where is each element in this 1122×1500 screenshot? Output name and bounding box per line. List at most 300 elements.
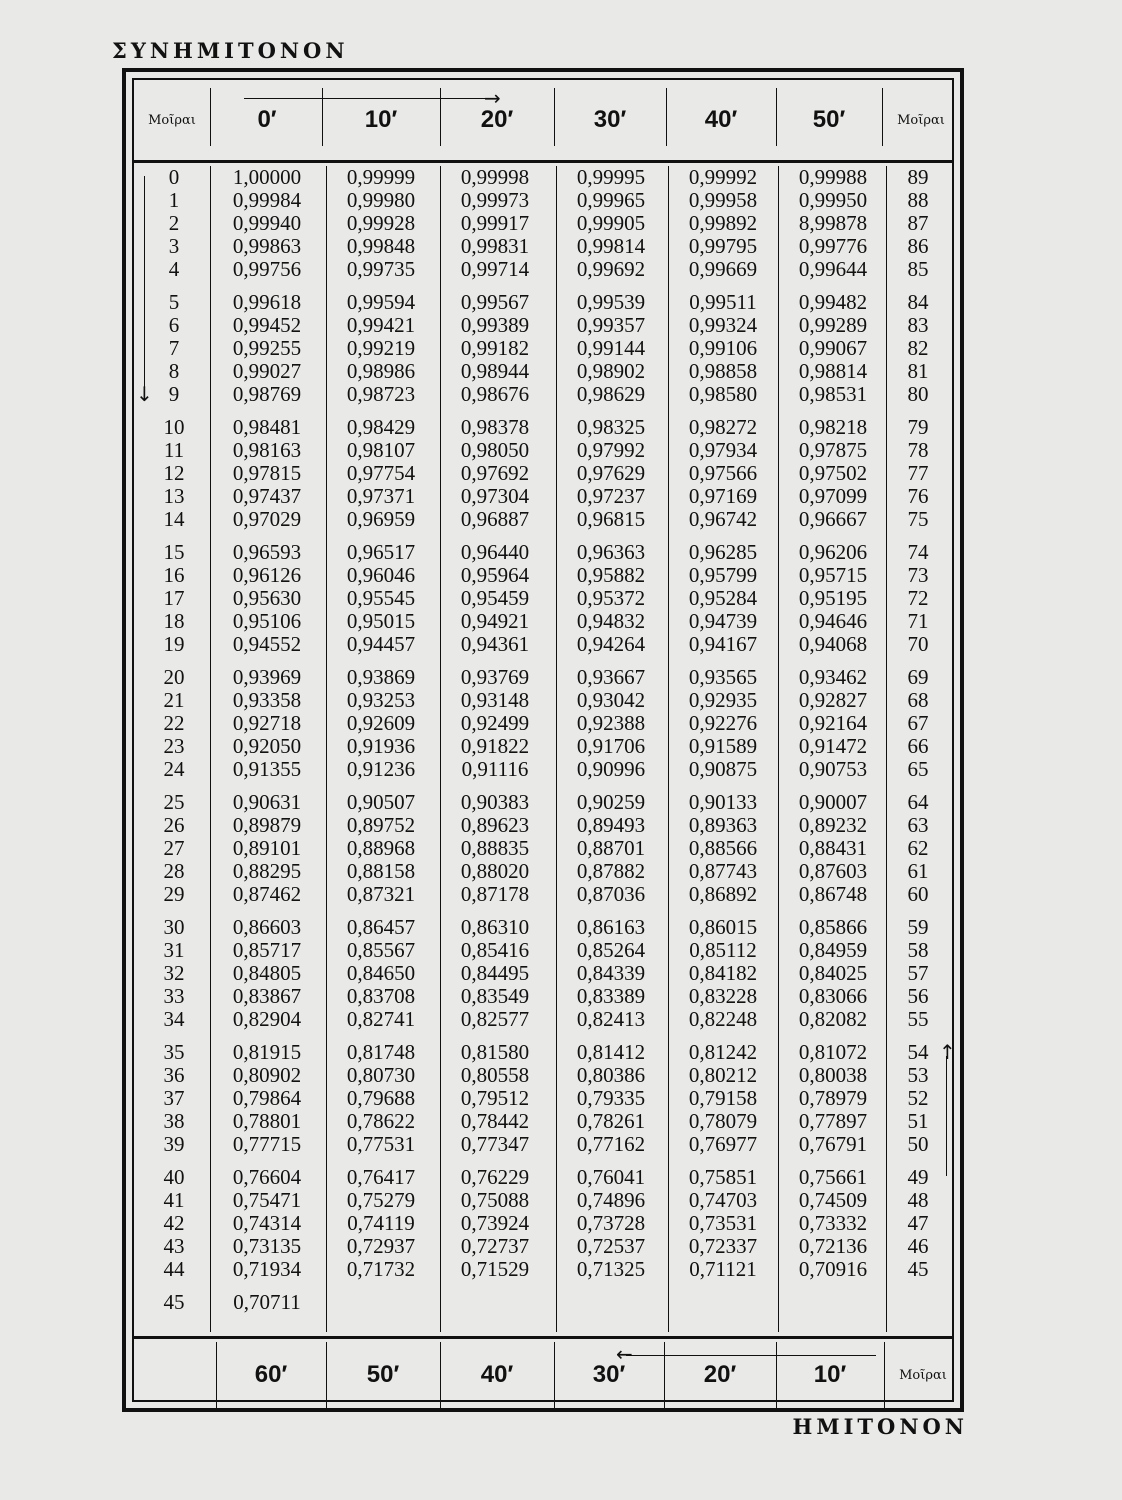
row-degree: 20 [163, 665, 185, 689]
row-complement-degree: 60 [907, 882, 929, 906]
footer-col-50: 50′ [366, 1361, 400, 1388]
row-degree: 37 [163, 1086, 185, 1110]
table-inner [132, 78, 954, 1402]
table-cell: 0,75851 [688, 1165, 758, 1189]
table-cell: 0,99714 [460, 257, 530, 281]
table-cell: 0,99814 [576, 234, 646, 258]
table-cell: 0,84495 [460, 961, 530, 985]
row-degree: 11 [163, 438, 185, 462]
table-cell: 0,91936 [346, 734, 416, 758]
header-col-30: 30′ [593, 106, 627, 133]
table-cell: 0,98429 [346, 415, 416, 439]
table-cell: 0,88968 [346, 836, 416, 860]
table-cell: 0,83708 [346, 984, 416, 1008]
table-cell: 0,78079 [688, 1109, 758, 1133]
table-cell: 0,75088 [460, 1188, 530, 1212]
table-cell: 0,79335 [576, 1086, 646, 1110]
table-cell: 0,99594 [346, 290, 416, 314]
table-cell: 0,76041 [576, 1165, 646, 1189]
table-cell: 0,94552 [232, 632, 302, 656]
table-cell: 0,70711 [233, 1290, 301, 1314]
table-cell: 0,87462 [232, 882, 302, 906]
table-cell: 0,77162 [576, 1132, 646, 1156]
table-cell: 0,81580 [460, 1040, 530, 1064]
table-cell: 0,91706 [576, 734, 646, 758]
table-cell: 0,76977 [688, 1132, 758, 1156]
table-cell: 0,99995 [576, 165, 646, 189]
row-degree: 15 [163, 540, 185, 564]
table-cell: 0,99669 [688, 257, 758, 281]
table-cell: 0,98676 [460, 382, 530, 406]
table-cell: 0,93042 [576, 688, 646, 712]
table-cell: 0,95630 [232, 586, 302, 610]
row-complement-degree: 67 [907, 711, 929, 735]
table-cell: 0,96742 [688, 507, 758, 531]
row-complement-degree: 68 [907, 688, 929, 712]
row-degree: 12 [163, 461, 185, 485]
table-cell: 0,75471 [232, 1188, 302, 1212]
column-divider [440, 166, 441, 1332]
row-degree: 28 [163, 859, 185, 883]
arrow-up-icon: ↑ [939, 1040, 956, 1064]
table-cell: 0,94457 [346, 632, 416, 656]
row-complement-degree: 47 [907, 1211, 929, 1235]
table-cell: 0,80386 [576, 1063, 646, 1087]
table-cell: 0,99324 [688, 313, 758, 337]
table-cell: 0,81915 [232, 1040, 302, 1064]
row-degree: 41 [163, 1188, 185, 1212]
table-cell: 0,98986 [346, 359, 416, 383]
table-cell: 0,97099 [798, 484, 868, 508]
table-cell: 0,73531 [688, 1211, 758, 1235]
table-cell: 0,89623 [460, 813, 530, 837]
table-cell: 0,92609 [346, 711, 416, 735]
row-complement-degree: 69 [907, 665, 929, 689]
table-cell: 0,78622 [346, 1109, 416, 1133]
table-cell: 0,97169 [688, 484, 758, 508]
table-cell: 0,99998 [460, 165, 530, 189]
table-cell: 0,86310 [460, 915, 530, 939]
table-cell: 0,99618 [232, 290, 302, 314]
table-cell: 0,99644 [798, 257, 868, 281]
table-cell: 0,77347 [460, 1132, 530, 1156]
table-cell: 0,84805 [232, 961, 302, 985]
table-cell: 0,93148 [460, 688, 530, 712]
row-degree: 23 [163, 734, 185, 758]
row-complement-degree: 53 [907, 1063, 929, 1087]
row-degree: 8 [168, 359, 180, 383]
table-cell: 0,96285 [688, 540, 758, 564]
table-cell: 0,92718 [232, 711, 302, 735]
table-cell: 0,95015 [346, 609, 416, 633]
table-cell: 0,90875 [688, 757, 758, 781]
row-degree: 45 [163, 1290, 185, 1314]
table-cell: 0,94646 [798, 609, 868, 633]
footer-divider-vertical [326, 1342, 327, 1408]
row-degree: 16 [163, 563, 185, 587]
header-divider [134, 160, 952, 163]
row-complement-degree: 73 [907, 563, 929, 587]
table-cell: 0,99999 [346, 165, 416, 189]
table-cell: 0,81412 [576, 1040, 646, 1064]
column-divider [326, 166, 327, 1332]
table-cell: 0,74703 [688, 1188, 758, 1212]
table-cell: 0,72937 [346, 1234, 416, 1258]
table-cell: 0,96440 [460, 540, 530, 564]
table-cell: 0,99692 [576, 257, 646, 281]
table-cell: 0,88701 [576, 836, 646, 860]
table-cell: 0,78442 [460, 1109, 530, 1133]
table-cell: 0,96593 [232, 540, 302, 564]
header-divider-vertical [322, 88, 323, 146]
header-divider-vertical [210, 88, 211, 146]
row-complement-degree: 49 [907, 1165, 929, 1189]
table-cell: 0,95106 [232, 609, 302, 633]
table-cell: 0,96206 [798, 540, 868, 564]
table-cell: 0,85264 [576, 938, 646, 962]
row-degree: 14 [163, 507, 185, 531]
table-cell: 0,75279 [346, 1188, 416, 1212]
arrow-down-icon: ↓ [136, 382, 153, 406]
table-cell: 0,91116 [461, 757, 529, 781]
table-cell: 0,76791 [798, 1132, 868, 1156]
table-cell: 0,92388 [576, 711, 646, 735]
table-cell: 0,96815 [576, 507, 646, 531]
table-cell: 0,82082 [798, 1007, 868, 1031]
row-complement-degree: 76 [907, 484, 929, 508]
table-cell: 0,99144 [576, 336, 646, 360]
table-cell: 0,85416 [460, 938, 530, 962]
table-cell: 0,97992 [576, 438, 646, 462]
row-complement-degree: 87 [907, 211, 929, 235]
arrow-right-icon: → [484, 86, 501, 110]
table-cell: 0,87321 [346, 882, 416, 906]
table-cell: 0,80730 [346, 1063, 416, 1087]
table-cell: 0,98944 [460, 359, 530, 383]
right-arrow-up-line [946, 1056, 947, 1176]
row-degree: 3 [168, 234, 180, 258]
table-cell: 0,97437 [232, 484, 302, 508]
table-cell: 0,95372 [576, 586, 646, 610]
table-cell: 1,00000 [232, 165, 302, 189]
table-cell: 0,90631 [232, 790, 302, 814]
table-cell: 0,74509 [798, 1188, 868, 1212]
column-divider [886, 166, 887, 1332]
table-cell: 0,92499 [460, 711, 530, 735]
row-degree: 10 [163, 415, 185, 439]
table-cell: 0,98481 [232, 415, 302, 439]
table-cell: 0,86892 [688, 882, 758, 906]
table-cell: 0,84339 [576, 961, 646, 985]
table-cell: 0,99421 [346, 313, 416, 337]
row-complement-degree: 52 [907, 1086, 929, 1110]
table-cell: 0,98580 [688, 382, 758, 406]
table-cell: 0,98769 [232, 382, 302, 406]
row-degree: 30 [163, 915, 185, 939]
table-cell: 0,99928 [346, 211, 416, 235]
header-divider-vertical [776, 88, 777, 146]
row-complement-degree: 89 [907, 165, 929, 189]
table-cell: 0,91822 [460, 734, 530, 758]
table-cell: 0,92276 [688, 711, 758, 735]
table-cell: 0,73332 [798, 1211, 868, 1235]
table-cell: 0,87882 [576, 859, 646, 883]
row-complement-degree: 65 [907, 757, 929, 781]
table-cell: 0,99988 [798, 165, 868, 189]
footer-divider-vertical [664, 1342, 665, 1408]
row-complement-degree: 78 [907, 438, 929, 462]
table-cell: 0,92164 [798, 711, 868, 735]
table-cell: 0,95284 [688, 586, 758, 610]
header-col-0: 0′ [257, 106, 277, 133]
row-complement-degree: 70 [907, 632, 929, 656]
header-divider-vertical [554, 88, 555, 146]
row-degree: 29 [163, 882, 185, 906]
table-cell: 0,71121 [689, 1257, 757, 1281]
table-cell: 0,98218 [798, 415, 868, 439]
table-cell: 0,99756 [232, 257, 302, 281]
table-cell: 0,74896 [576, 1188, 646, 1212]
table-cell: 0,99940 [232, 211, 302, 235]
table-cell: 0,99905 [576, 211, 646, 235]
table-cell: 0,86015 [688, 915, 758, 939]
row-complement-degree: 80 [907, 382, 929, 406]
row-degree: 22 [163, 711, 185, 735]
row-complement-degree: 48 [907, 1188, 929, 1212]
row-complement-degree: 83 [907, 313, 929, 337]
table-cell: 0,98050 [460, 438, 530, 462]
table-cell: 0,93358 [232, 688, 302, 712]
row-complement-degree: 46 [907, 1234, 929, 1258]
row-complement-degree: 51 [907, 1109, 929, 1133]
row-degree: 31 [163, 938, 185, 962]
row-degree: 42 [163, 1211, 185, 1235]
row-complement-degree: 45 [907, 1257, 929, 1281]
row-degree: 6 [168, 313, 180, 337]
row-complement-degree: 58 [907, 938, 929, 962]
column-divider [556, 166, 557, 1332]
table-cell: 0,91589 [688, 734, 758, 758]
row-complement-degree: 74 [907, 540, 929, 564]
table-cell: 0,89363 [688, 813, 758, 837]
table-cell: 0,97934 [688, 438, 758, 462]
row-degree: 27 [163, 836, 185, 860]
table-cell: 0,94739 [688, 609, 758, 633]
table-cell: 0,97304 [460, 484, 530, 508]
row-degree: 43 [163, 1234, 185, 1258]
table-cell: 0,99539 [576, 290, 646, 314]
table-cell: 0,97237 [576, 484, 646, 508]
table-cell: 0,80902 [232, 1063, 302, 1087]
table-cell: 0,83389 [576, 984, 646, 1008]
column-divider [778, 166, 779, 1332]
table-cell: 0,98272 [688, 415, 758, 439]
table-cell: 0,72537 [576, 1234, 646, 1258]
table-cell: 0,99892 [688, 211, 758, 235]
table-cell: 0,83867 [232, 984, 302, 1008]
table-cell: 0,94832 [576, 609, 646, 633]
table-cell: 0,93462 [798, 665, 868, 689]
table-cell: 0,76229 [460, 1165, 530, 1189]
table-cell: 0,95882 [576, 563, 646, 587]
table-cell: 0,94264 [576, 632, 646, 656]
table-cell: 0,98107 [346, 438, 416, 462]
table-cell: 0,76604 [232, 1165, 302, 1189]
header-col-20: 20′ [480, 106, 514, 133]
table-cell: 0,71934 [232, 1257, 302, 1281]
page-title-cosine: ΣΥΝΗΜΙΤΟΝΟΝ [112, 38, 349, 63]
table-cell: 0,91355 [232, 757, 302, 781]
table-cell: 0,82248 [688, 1007, 758, 1031]
header-divider-vertical [882, 88, 883, 146]
row-degree: 32 [163, 961, 185, 985]
table-cell: 0,95545 [346, 586, 416, 610]
footer-col-30: 30′ [592, 1361, 626, 1388]
table-cell: 0,88020 [460, 859, 530, 883]
table-cell: 0,84025 [798, 961, 868, 985]
table-cell: 0,78261 [576, 1109, 646, 1133]
row-degree: 7 [168, 336, 180, 360]
table-cell: 0,99452 [232, 313, 302, 337]
table-cell: 0,71325 [576, 1257, 646, 1281]
table-cell: 0,99567 [460, 290, 530, 314]
footer-divider-vertical [440, 1342, 441, 1408]
row-degree: 26 [163, 813, 185, 837]
table-cell: 0,70916 [798, 1257, 868, 1281]
row-complement-degree: 86 [907, 234, 929, 258]
row-complement-degree: 63 [907, 813, 929, 837]
column-divider [210, 166, 211, 1332]
row-degree: 40 [163, 1165, 185, 1189]
header-left-degrees-label: Μοῖραι [148, 112, 196, 128]
row-complement-degree: 88 [907, 188, 929, 212]
table-cell: 0,85866 [798, 915, 868, 939]
table-cell: 0,97566 [688, 461, 758, 485]
table-cell: 0,98378 [460, 415, 530, 439]
table-cell: 0,87178 [460, 882, 530, 906]
table-cell: 0,95799 [688, 563, 758, 587]
table-cell: 0,97815 [232, 461, 302, 485]
table-cell: 0,97371 [346, 484, 416, 508]
row-complement-degree: 55 [907, 1007, 929, 1031]
table-cell: 0,74314 [232, 1211, 302, 1235]
table-cell: 0,99357 [576, 313, 646, 337]
table-cell: 0,97754 [346, 461, 416, 485]
table-cell: 0,77531 [346, 1132, 416, 1156]
footer-divider-vertical [554, 1342, 555, 1408]
table-cell: 0,83549 [460, 984, 530, 1008]
table-cell: 0,85112 [689, 938, 757, 962]
row-complement-degree: 59 [907, 915, 929, 939]
table-cell: 0,99984 [232, 188, 302, 212]
table-cell: 0,95964 [460, 563, 530, 587]
table-cell: 0,93253 [346, 688, 416, 712]
table-cell: 0,95459 [460, 586, 530, 610]
table-cell: 0,84650 [346, 961, 416, 985]
table-cell: 0,94921 [460, 609, 530, 633]
footer-divider-vertical [776, 1342, 777, 1408]
table-cell: 0,96046 [346, 563, 416, 587]
table-cell: 0,87036 [576, 882, 646, 906]
row-degree: 4 [168, 257, 180, 281]
table-cell: 0,77897 [798, 1109, 868, 1133]
table-cell: 0,90507 [346, 790, 416, 814]
table-cell: 0,98325 [576, 415, 646, 439]
table-cell: 0,75661 [798, 1165, 868, 1189]
table-cell: 0,82413 [576, 1007, 646, 1031]
table-cell: 0,71529 [460, 1257, 530, 1281]
table-cell: 0,79864 [232, 1086, 302, 1110]
table-cell: 0,82577 [460, 1007, 530, 1031]
table-cell: 0,82741 [346, 1007, 416, 1031]
table-cell: 0,99863 [232, 234, 302, 258]
table-cell: 0,99735 [346, 257, 416, 281]
row-complement-degree: 57 [907, 961, 929, 985]
table-cell: 0,74119 [347, 1211, 415, 1235]
row-degree: 1 [168, 188, 180, 212]
table-cell: 0,80212 [688, 1063, 758, 1087]
row-complement-degree: 66 [907, 734, 929, 758]
table-cell: 0,92935 [688, 688, 758, 712]
table-cell: 0,99027 [232, 359, 302, 383]
table-cell: 0,99289 [798, 313, 868, 337]
table-cell: 0,80038 [798, 1063, 868, 1087]
row-complement-degree: 82 [907, 336, 929, 360]
table-cell: 0,94361 [460, 632, 530, 656]
table-cell: 0,88835 [460, 836, 530, 860]
left-arrow-down-line [144, 176, 145, 390]
row-complement-degree: 85 [907, 257, 929, 281]
table-cell: 0,99511 [689, 290, 757, 314]
header-right-degrees-label: Μοῖραι [897, 112, 945, 128]
table-cell: 0,99980 [346, 188, 416, 212]
table-cell: 0,90383 [460, 790, 530, 814]
table-cell: 0,99482 [798, 290, 868, 314]
row-complement-degree: 72 [907, 586, 929, 610]
table-cell: 0,89101 [232, 836, 302, 860]
table-cell: 0,80558 [460, 1063, 530, 1087]
row-complement-degree: 77 [907, 461, 929, 485]
row-complement-degree: 64 [907, 790, 929, 814]
row-complement-degree: 56 [907, 984, 929, 1008]
table-cell: 0,99958 [688, 188, 758, 212]
table-cell: 0,89232 [798, 813, 868, 837]
table-cell: 0,89752 [346, 813, 416, 837]
table-cell: 0,83066 [798, 984, 868, 1008]
table-cell: 0,88295 [232, 859, 302, 883]
table-cell: 0,94068 [798, 632, 868, 656]
row-degree: 36 [163, 1063, 185, 1087]
table-cell: 0,95715 [798, 563, 868, 587]
table-cell: 0,97029 [232, 507, 302, 531]
table-cell: 0,88566 [688, 836, 758, 860]
row-degree: 5 [168, 290, 180, 314]
table-cell: 0,88158 [346, 859, 416, 883]
table-cell: 0,99182 [460, 336, 530, 360]
header-divider-vertical [666, 88, 667, 146]
table-cell: 0,98629 [576, 382, 646, 406]
table-cell: 0,96667 [798, 507, 868, 531]
row-degree: 13 [163, 484, 185, 508]
table-cell: 0,93869 [346, 665, 416, 689]
table-cell: 0,86163 [576, 915, 646, 939]
table-cell: 0,90007 [798, 790, 868, 814]
footer-col-20: 20′ [703, 1361, 737, 1388]
row-degree: 34 [163, 1007, 185, 1031]
table-cell: 0,94167 [688, 632, 758, 656]
table-cell: 0,78979 [798, 1086, 868, 1110]
table-cell: 0,91472 [798, 734, 868, 758]
